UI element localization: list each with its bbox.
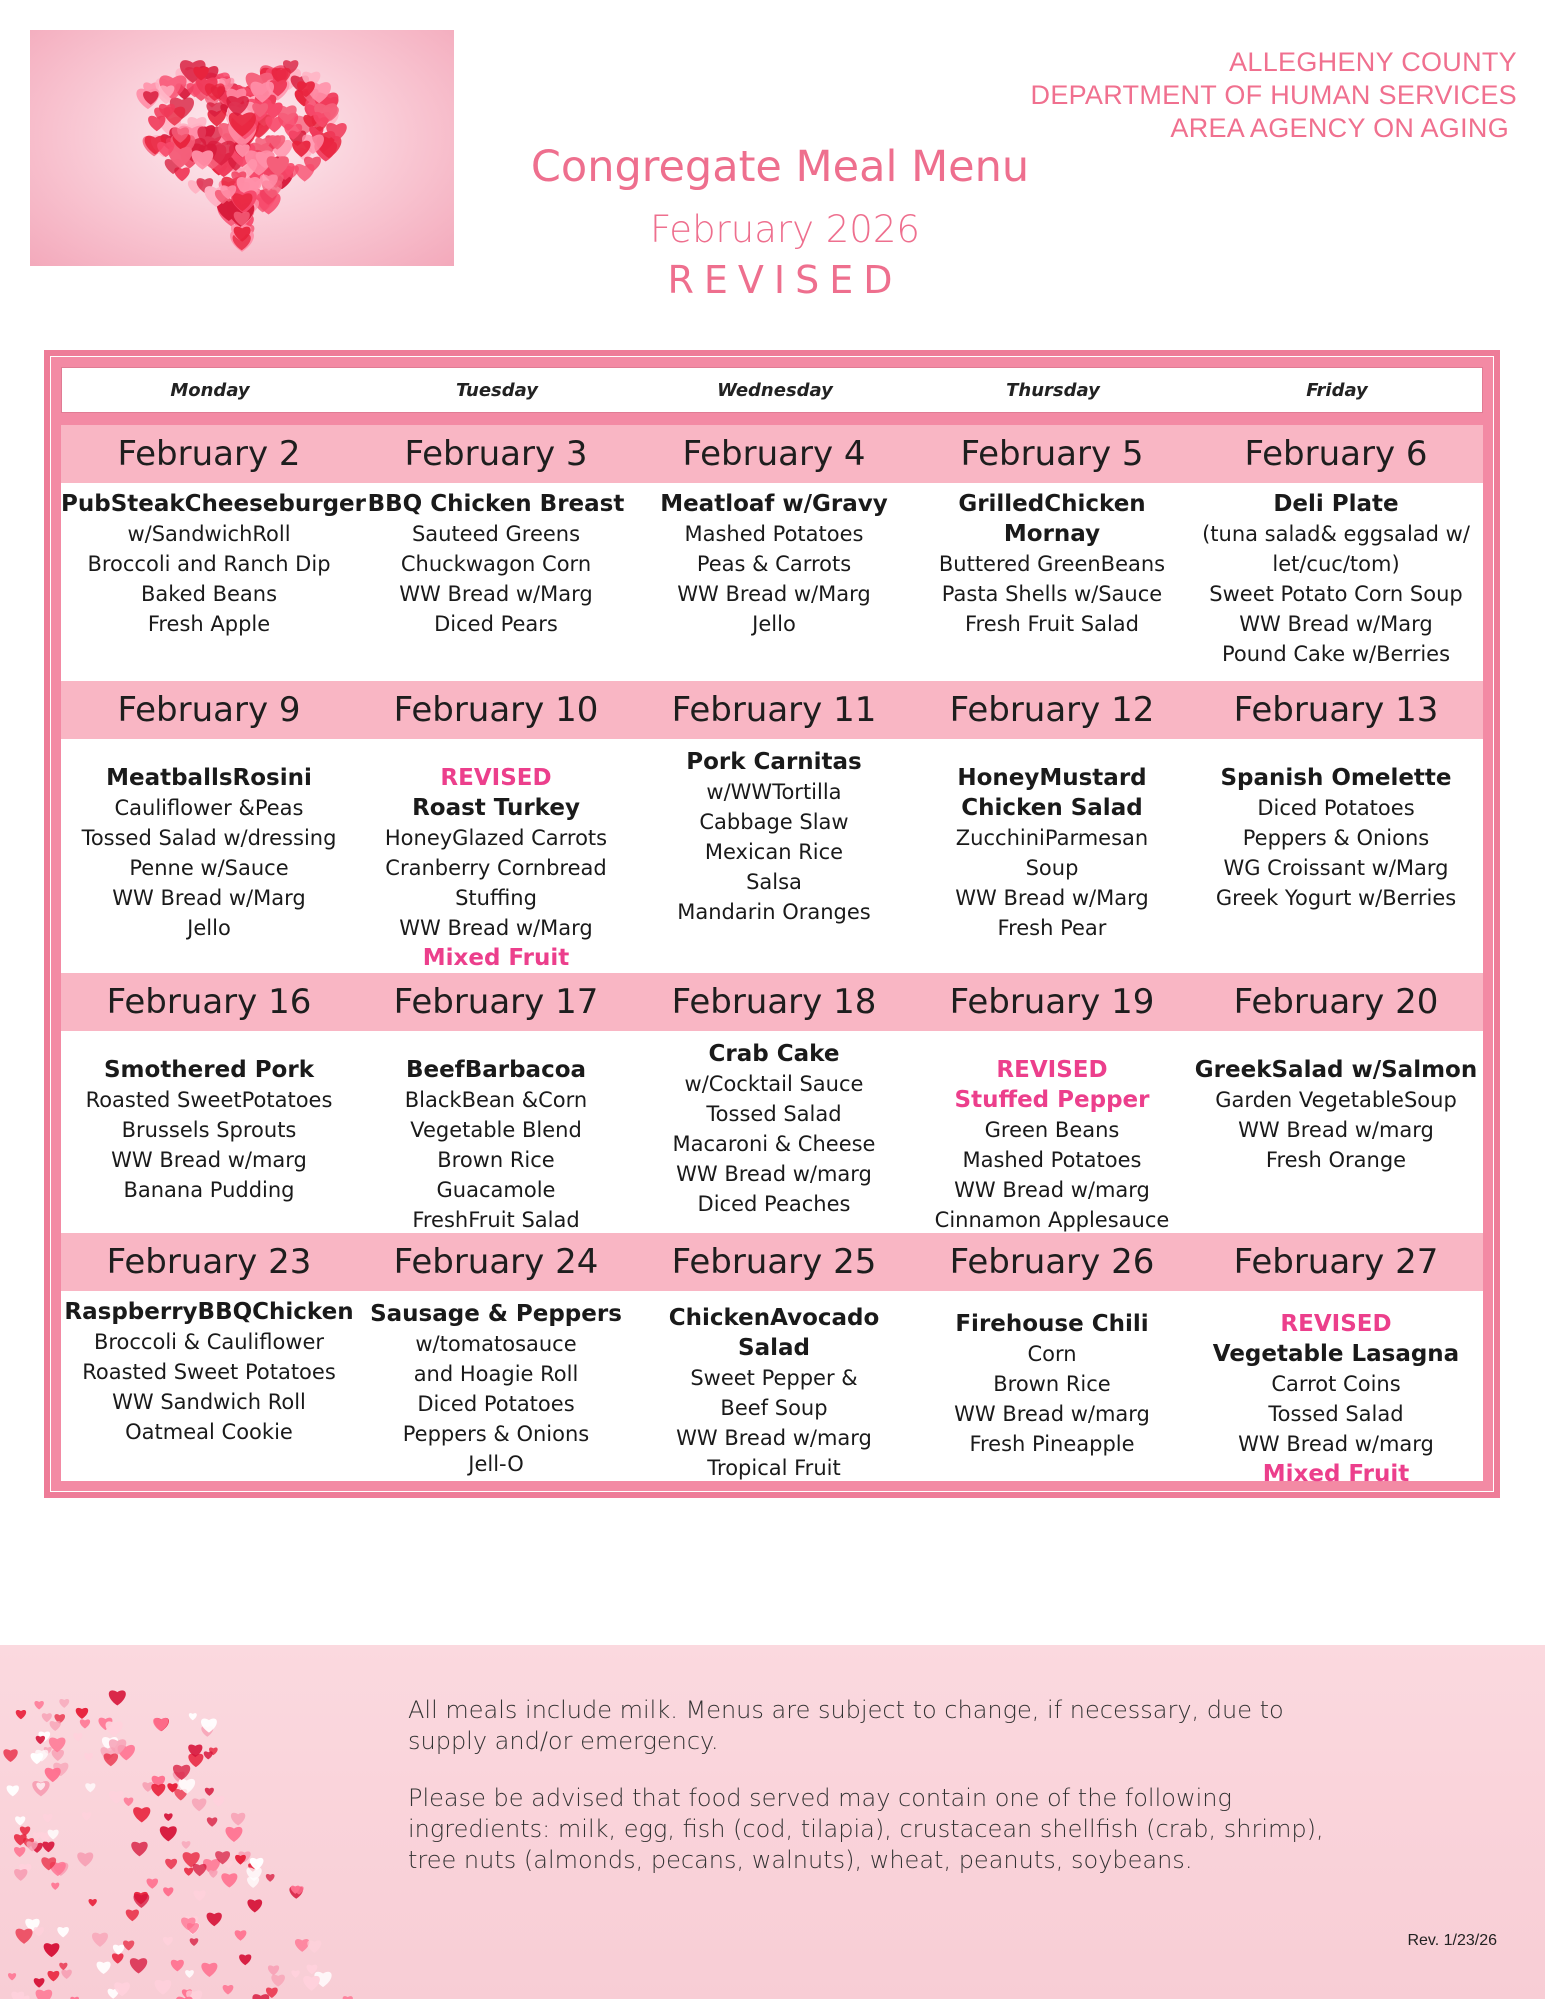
agency-block [817,46,1517,145]
menu-cell [357,489,635,639]
menu-cell [61,1055,357,1205]
revised-item: Mixed Fruit [422,945,570,971]
side-item: WW Bread w/marg [676,1162,872,1186]
side-item: Macaroni & Cheese [672,1132,876,1156]
revised-item: REVISED [996,1057,1108,1083]
side-item: Guacamole [436,1178,556,1202]
entree-item: Spanish Omelette [1220,765,1452,791]
side-item: Roasted SweetPotatoes [85,1088,333,1112]
entree-item: PubSteakCheeseburger [61,491,366,517]
side-item: Mashed Potatoes [962,1148,1142,1172]
date-label: February 2 [117,434,301,474]
entree-item: Roast Turkey [412,795,580,821]
side-item: Baked Beans [140,582,278,606]
side-item: Broccoli and Ranch Dip [87,552,331,576]
side-item: Brown Rice [437,1148,555,1172]
menu-cell [61,1297,357,1447]
agency-department: DEPARTMENT OF HUMAN SERVICES [1030,80,1517,110]
page-title: Congregate Meal Menu [530,142,1030,192]
weekday-monday: Monday [170,379,250,401]
side-item: Sweet Pepper & [690,1366,858,1390]
week-row [61,1233,1483,1495]
date-row [61,973,1483,1031]
side-item: Fresh Pear [997,916,1107,940]
revised-item: REVISED [440,765,552,791]
side-item: Roasted Sweet Potatoes [82,1360,336,1384]
menu-cell [1191,1309,1481,1489]
allergen-note [408,1783,1408,1876]
side-item: Mexican Rice [704,840,844,864]
menu-cell [357,763,635,973]
side-item: w/WWTortilla [706,780,842,804]
heart-cluster-image [30,30,454,266]
side-item: WW Bread w/marg [676,1426,872,1450]
date-label: February 4 [682,434,866,474]
side-item: ZucchiniParmesan [955,826,1149,850]
date-label: February 18 [671,982,877,1022]
side-item: Cauliflower &Peas [114,796,304,820]
entree-item: Firehouse Chili [955,1311,1149,1337]
agency-county: ALLEGHENY COUNTY [1229,47,1517,77]
side-item: Fresh Fruit Salad [964,612,1140,636]
side-item: Pound Cake w/Berries [1221,642,1451,666]
entree-item: Mornay [1003,521,1101,547]
side-item: Chuckwagon Corn [400,552,592,576]
menu-cell [913,763,1191,943]
side-item: Brown Rice [993,1372,1111,1396]
side-item: w/SandwichRoll [127,522,291,546]
side-item: Stuffing [455,886,537,910]
revised-banner: REVISED [667,258,903,302]
menu-cell [635,1039,913,1219]
side-item: WW Bread w/Marg [677,582,871,606]
allergen-note-line3: tree nuts (almonds, pecans, walnuts), wheat, peanuts, soybeans. [408,1846,1193,1874]
weekday-thursday: Thursday [1006,379,1100,401]
side-item: Pasta Shells w/Sauce [941,582,1163,606]
date-label: February 10 [393,690,599,730]
menu-grid [61,425,1483,1487]
side-item: Beef Soup [720,1396,828,1420]
side-item: Sweet Potato Corn Soup [1209,582,1463,606]
side-item: Sauteed Greens [411,522,581,546]
side-item: Tossed Salad [1268,1402,1404,1426]
side-item: Cranberry Cornbread [385,856,607,880]
revised-item: Mixed Fruit [1262,1461,1410,1487]
side-item: WW Bread w/marg [1238,1118,1434,1142]
date-row [61,1233,1483,1291]
entree-item: Vegetable Lasagna [1212,1341,1460,1367]
side-item: let/cuc/tom) [1272,552,1400,576]
side-item: Peas & Carrots [696,552,852,576]
entree-item: ChickenAvocado [668,1305,880,1331]
week-row [61,973,1483,1233]
entree-item: MeatballsRosini [106,765,312,791]
menu-cell [357,1299,635,1479]
side-item: Buttered GreenBeans [938,552,1166,576]
date-row [61,425,1483,483]
menu-cell [1191,489,1481,669]
entree-item: Sausage & Peppers [370,1301,622,1327]
date-label: February 6 [1244,434,1428,474]
menu-cell [635,747,913,927]
side-item: Vegetable Blend [410,1118,582,1142]
entree-item: Deli Plate [1273,491,1399,517]
menu-cell [635,489,913,639]
menu-cell [1191,763,1481,913]
side-item: and Hoagie Roll [413,1362,579,1386]
side-item: Garden VegetableSoup [1215,1088,1457,1112]
entree-item: Chicken Salad [961,795,1143,821]
side-item: HoneyGlazed Carrots [384,826,608,850]
revised-item: REVISED [1280,1311,1392,1337]
agency-area: AREA AGENCY ON AGING [1170,113,1509,143]
side-item: Fresh Pineapple [969,1432,1135,1456]
side-item: Mashed Potatoes [684,522,864,546]
date-label: February 23 [106,1242,312,1282]
side-item: Tossed Salad w/dressing [81,826,337,850]
side-item: WW Bread w/marg [954,1402,1150,1426]
menu-cell [1191,1055,1481,1175]
side-item: Jello [752,612,796,636]
date-label: February 12 [949,690,1155,730]
menu-cell [913,489,1191,639]
milk-note-line1: All meals include milk. Menus are subject to change, if necessary, due to [408,1696,1284,1724]
date-label: February 11 [671,690,877,730]
heart-cluster-icon [30,30,454,266]
side-item: w/Cocktail Sauce [684,1072,864,1096]
side-item: Diced Potatoes [1257,796,1415,820]
side-item: Salsa [746,870,802,894]
side-item: w/tomatosauce [415,1332,577,1356]
weekday-header [61,367,1483,413]
side-item: Carrot Coins [1271,1372,1401,1396]
side-item: WW Bread w/Marg [399,916,593,940]
date-label: February 13 [1233,690,1439,730]
side-item: Jell-O [468,1452,524,1476]
date-label: February 16 [106,982,312,1022]
side-item: Broccoli & Cauliflower [93,1330,325,1354]
side-item: Fresh Orange [1265,1148,1407,1172]
menu-cell [913,1309,1191,1459]
menu-cell [913,1055,1191,1235]
entree-item: HoneyMustard [957,765,1147,791]
side-item: FreshFruit Salad [412,1208,580,1232]
entree-item: BeefBarbacoa [405,1057,587,1083]
side-item: Soup [1025,856,1079,880]
side-item: WW Bread w/Marg [1239,612,1433,636]
side-item: WW Sandwich Roll [112,1390,306,1414]
week-row [61,681,1483,973]
entree-item: RaspberryBBQChicken [64,1299,354,1325]
side-item: WW Bread w/Marg [955,886,1149,910]
side-item: WW Bread w/Marg [112,886,306,910]
entree-item: Salad [738,1335,810,1361]
side-item: Corn [1027,1342,1077,1366]
menu-cell [61,763,357,943]
date-label: February 9 [117,690,301,730]
side-item: WW Bread w/marg [1238,1432,1434,1456]
date-label: February 24 [393,1242,599,1282]
milk-note-line2: supply and/or emergency. [408,1727,719,1755]
entree-item: Meatloaf w/Gravy [660,491,888,517]
side-item: Cabbage Slaw [699,810,849,834]
side-item: Oatmeal Cookie [125,1420,293,1444]
date-row [61,681,1483,739]
date-label: February 25 [671,1242,877,1282]
side-item: Mandarin Oranges [677,900,871,924]
weekday-tuesday: Tuesday [456,379,538,401]
allergen-note-line2: ingredients: milk, egg, fish (cod, tilapia), crustacean shellfish (crab, shrimp), [408,1815,1324,1843]
side-item: Peppers & Onions [1242,826,1430,850]
side-item: WG Croissant w/Marg [1223,856,1449,880]
entree-item: Crab Cake [708,1041,840,1067]
side-item: Fresh Apple [147,612,271,636]
allergen-note-line1: Please be advised that food served may contain one of the following [408,1784,1232,1812]
side-item: Diced Potatoes [417,1392,575,1416]
side-item: Greek Yogurt w/Berries [1215,886,1457,910]
entree-item: GreekSalad w/Salmon [1194,1057,1478,1083]
menu-month: February 2026 [650,208,920,251]
entree-item: Pork Carnitas [686,749,862,775]
date-label: February 5 [960,434,1144,474]
side-item: Tossed Salad [706,1102,842,1126]
entree-item: GrilledChicken [958,491,1146,517]
menu-cell [61,489,366,639]
side-item: Jello [187,916,231,940]
date-label: February 3 [404,434,588,474]
menu-cell [635,1303,913,1483]
side-item: Brussels Sprouts [121,1118,297,1142]
scattered-hearts-icon [0,1645,420,1999]
side-item: WW Bread w/marg [111,1148,307,1172]
side-item: (tuna salad& eggsalad w/ [1202,522,1470,546]
weekday-wednesday: Wednesday [717,379,833,401]
menu-calendar [44,350,1500,1498]
weekday-friday: Friday [1306,379,1368,401]
side-item: BlackBean &Corn [404,1088,588,1112]
side-item: Cinnamon Applesauce [934,1208,1170,1232]
date-label: February 17 [393,982,599,1022]
entree-item: Smothered Pork [103,1057,314,1083]
side-item: Peppers & Onions [402,1422,590,1446]
revision-date: Rev. 1/23/26 [1407,1932,1497,1949]
side-item: WW Bread w/Marg [399,582,593,606]
menu-calendar-inner [50,356,1494,1492]
entree-item: BBQ Chicken Breast [367,491,625,517]
date-label: February 19 [949,982,1155,1022]
week-row [61,425,1483,681]
date-label: February 20 [1233,982,1439,1022]
side-item: WW Bread w/marg [954,1178,1150,1202]
side-item: Diced Peaches [697,1192,851,1216]
side-item: Penne w/Sauce [129,856,289,880]
side-item: Green Beans [984,1118,1120,1142]
milk-note [408,1695,1408,1757]
date-label: February 27 [1233,1242,1439,1282]
date-label: February 26 [949,1242,1155,1282]
revised-item: Stuffed Pepper [954,1087,1150,1113]
side-item: Tropical Fruit [707,1456,841,1480]
menu-cell [357,1055,635,1235]
side-item: Diced Pears [434,612,558,636]
side-item: Banana Pudding [123,1178,295,1202]
